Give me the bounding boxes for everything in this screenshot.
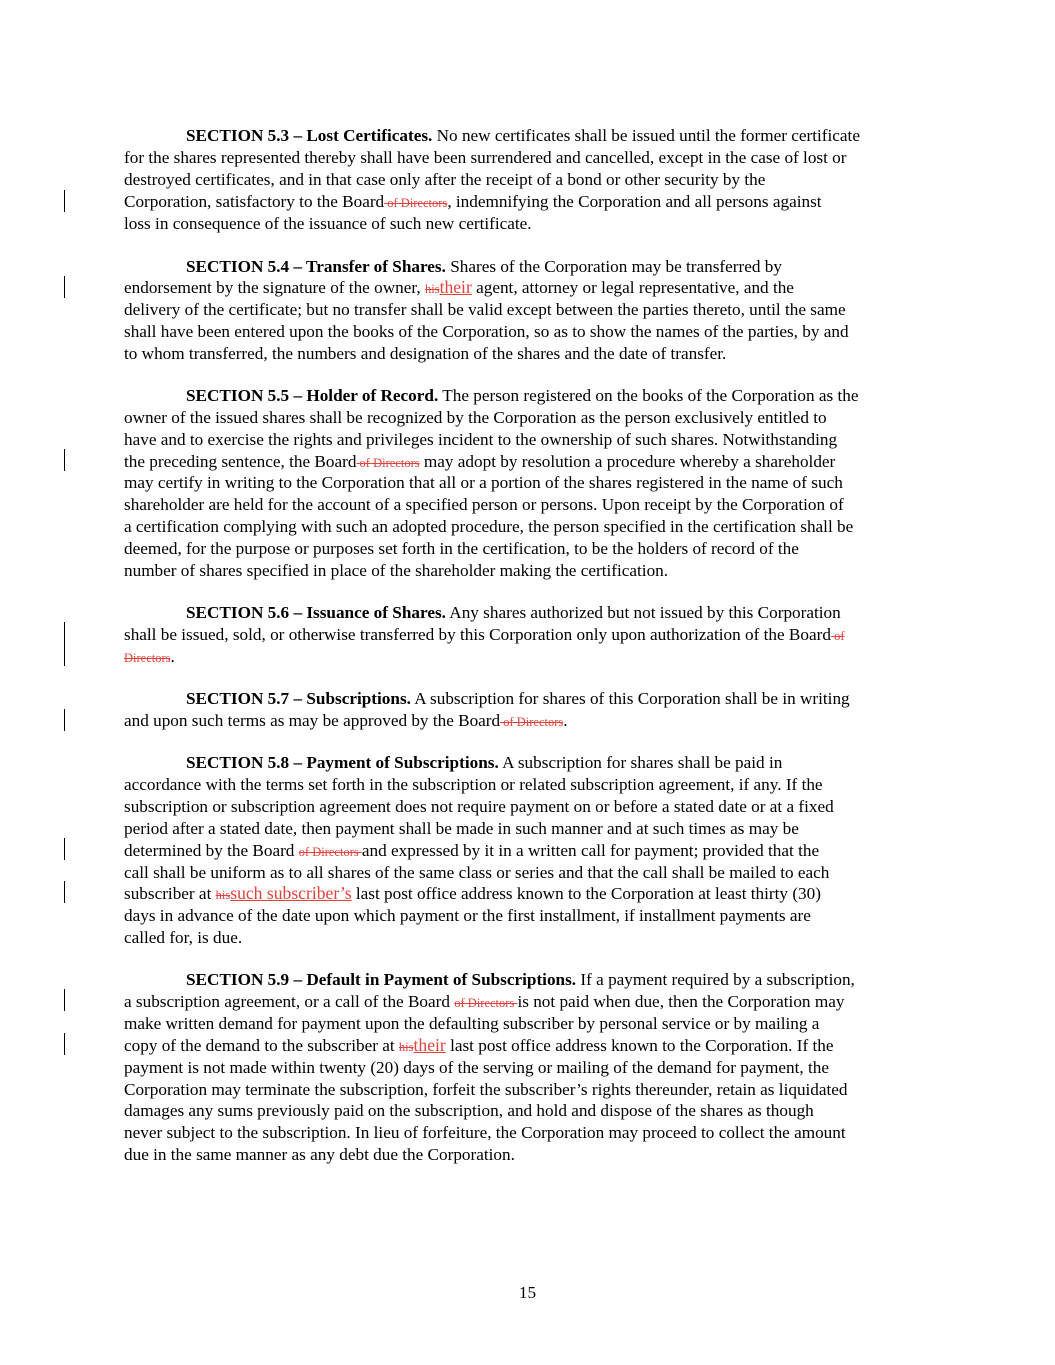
inserted-text: their	[439, 277, 472, 297]
section-5-3-line: destroyed certificates, and in that case only after the receipt of a bond or other security by the	[124, 170, 766, 189]
section-5-8-line: call shall be uniform as to all shares of the same class or series and that the call shall be mailed to each	[124, 863, 830, 882]
page-number: 15	[518, 1283, 537, 1302]
section-5-9-line: payment is not made within twenty (20) days of the serving or mailing of the demand for payment, the	[124, 1058, 829, 1077]
deleted-text: of Directors	[454, 996, 518, 1010]
inserted-text: such subscriber’s	[230, 883, 352, 903]
section-5-4-line: SECTION 5.4 – Transfer of Shares. Shares of the Corporation may be transferred by	[186, 257, 782, 276]
section-5-3-line: loss in consequence of the issuance of such new certificate.	[124, 214, 532, 233]
section-5-5-heading: SECTION 5.5 – Holder of Record.	[186, 386, 439, 405]
deleted-text: of Directors	[356, 456, 420, 470]
deleted-text: his	[398, 1040, 414, 1054]
deleted-text: Directors	[124, 651, 171, 665]
section-5-5-line: a certification complying with such an adopted procedure, the person specified in the certification shall be	[124, 517, 854, 536]
deleted-text: of Directors	[298, 845, 362, 859]
change-bar	[64, 881, 65, 903]
change-bar	[64, 838, 65, 860]
section-5-7-heading: SECTION 5.7 – Subscriptions.	[186, 689, 411, 708]
change-bar	[64, 449, 65, 471]
section-5-9-line: SECTION 5.9 – Default in Payment of Subscriptions. If a payment required by a subscription,	[186, 970, 855, 989]
section-5-6-line: shall be issued, sold, or otherwise transferred by this Corporation only upon authorization of the Board of	[124, 625, 845, 644]
section-5-8-line: subscription or subscription agreement does not require payment on or before a stated date or at a fixed	[124, 797, 834, 816]
change-bar	[64, 190, 65, 212]
section-5-8-line: called for, is due.	[124, 928, 243, 947]
section-5-9-line: a subscription agreement, or a call of the Board of Directors is not paid when due, then the Corporation may	[124, 992, 845, 1011]
section-5-9-line: due in the same manner as any debt due the Corporation.	[124, 1145, 515, 1164]
section-5-5-line: shareholder are held for the account of a specified person or persons. Upon receipt by the Corporation of	[124, 495, 844, 514]
section-5-4-line: endorsement by the signature of the owner, histheir agent, attorney or legal representative, and the	[124, 277, 794, 297]
section-5-5-line: have and to exercise the rights and privileges incident to the ownership of such shares. Notwithstanding	[124, 430, 838, 449]
section-5-6-line: SECTION 5.6 – Issuance of Shares. Any shares authorized but not issued by this Corporation	[186, 603, 841, 622]
section-5-3-line: for the shares represented thereby shall have been surrendered and cancelled, except in the case of lost or	[124, 148, 847, 167]
section-5-5-line: owner of the issued shares shall be recognized by the Corporation as the person exclusively entitled to	[124, 408, 827, 427]
section-5-9-line: damages any sums previously paid on the subscription, and hold and dispose of the shares as though	[124, 1101, 814, 1120]
section-5-8-line: SECTION 5.8 – Payment of Subscriptions. A subscription for shares shall be paid in	[186, 753, 783, 772]
deleted-text: of Directors	[500, 715, 564, 729]
section-5-8-line: days in advance of the date upon which payment or the first installment, if installment payments are	[124, 906, 811, 925]
section-5-3-line: Corporation, satisfactory to the Board of Directors, indemnifying the Corporation and all persons against	[124, 192, 822, 211]
deleted-text: of	[830, 629, 845, 643]
section-5-4-heading: SECTION 5.4 – Transfer of Shares.	[186, 257, 446, 276]
section-5-8-line: accordance with the terms set forth in the subscription or related subscription agreement, if any. If the	[124, 775, 823, 794]
section-5-7-line: and upon such terms as may be approved by the Board of Directors.	[124, 711, 568, 730]
section-5-5-line: deemed, for the purpose or purposes set forth in the certification, to be the holders of record of the	[124, 539, 799, 558]
section-5-8-heading: SECTION 5.8 – Payment of Subscriptions.	[186, 753, 499, 772]
section-5-5-line: may certify in writing to the Corporation that all or a portion of the shares registered in the name of such	[124, 473, 843, 492]
section-5-3-heading: SECTION 5.3 – Lost Certificates.	[186, 126, 433, 145]
section-5-4-line: delivery of the certificate; but no transfer shall be valid except between the parties thereto, until the same	[124, 300, 846, 319]
section-5-4-line: to whom transferred, the numbers and designation of the shares and the date of transfer.	[124, 344, 727, 363]
section-5-7-line: SECTION 5.7 – Subscriptions. A subscription for shares of this Corporation shall be in writing	[186, 689, 850, 708]
section-5-6-heading: SECTION 5.6 – Issuance of Shares.	[186, 603, 446, 622]
section-5-9-heading: SECTION 5.9 – Default in Payment of Subscriptions.	[186, 970, 577, 989]
section-5-9-line: copy of the demand to the subscriber at histheir last post office address known to the Corporation. If the	[124, 1035, 834, 1055]
section-5-9-line: make written demand for payment upon the defaulting subscriber by personal service or by mailing a	[124, 1014, 820, 1033]
section-5-3-line: SECTION 5.3 – Lost Certificates. No new certificates shall be issued until the former certificate	[186, 126, 860, 145]
change-bar	[64, 1033, 65, 1055]
section-5-9-line: Corporation may terminate the subscription, forfeit the subscriber’s rights thereunder, retain as liquidated	[124, 1080, 848, 1099]
section-5-8-line: determined by the Board of Directors and expressed by it in a written call for payment; provided that the	[124, 841, 820, 860]
inserted-text: their	[413, 1035, 446, 1055]
deleted-text: of Directors	[384, 196, 448, 210]
deleted-text: his	[424, 282, 440, 296]
section-5-9-line: never subject to the subscription. In lieu of forfeiture, the Corporation may proceed to collect the amount	[124, 1123, 846, 1142]
section-5-8-line: period after a stated date, then payment shall be made in such manner and at such times as may be	[124, 819, 799, 838]
section-5-4-line: shall have been entered upon the books of the Corporation, so as to show the names of the parties, by and	[124, 322, 849, 341]
section-5-5-line: number of shares specified in place of the shareholder making the certification.	[124, 561, 669, 580]
section-5-5-line: the preceding sentence, the Board of Directors may adopt by resolution a procedure whereby a shareholder	[124, 452, 836, 471]
change-bar	[64, 622, 65, 666]
section-5-6-line: Directors.	[124, 647, 175, 666]
change-bar	[64, 709, 65, 731]
change-bar	[64, 276, 65, 298]
section-5-5-line: SECTION 5.5 – Holder of Record. The person registered on the books of the Corporation as the	[186, 386, 859, 405]
section-5-8-line: subscriber at hissuch subscriber’s last post office address known to the Corporation at least thirty (30)	[124, 883, 821, 903]
deleted-text: his	[215, 888, 231, 902]
change-bar	[64, 989, 65, 1011]
